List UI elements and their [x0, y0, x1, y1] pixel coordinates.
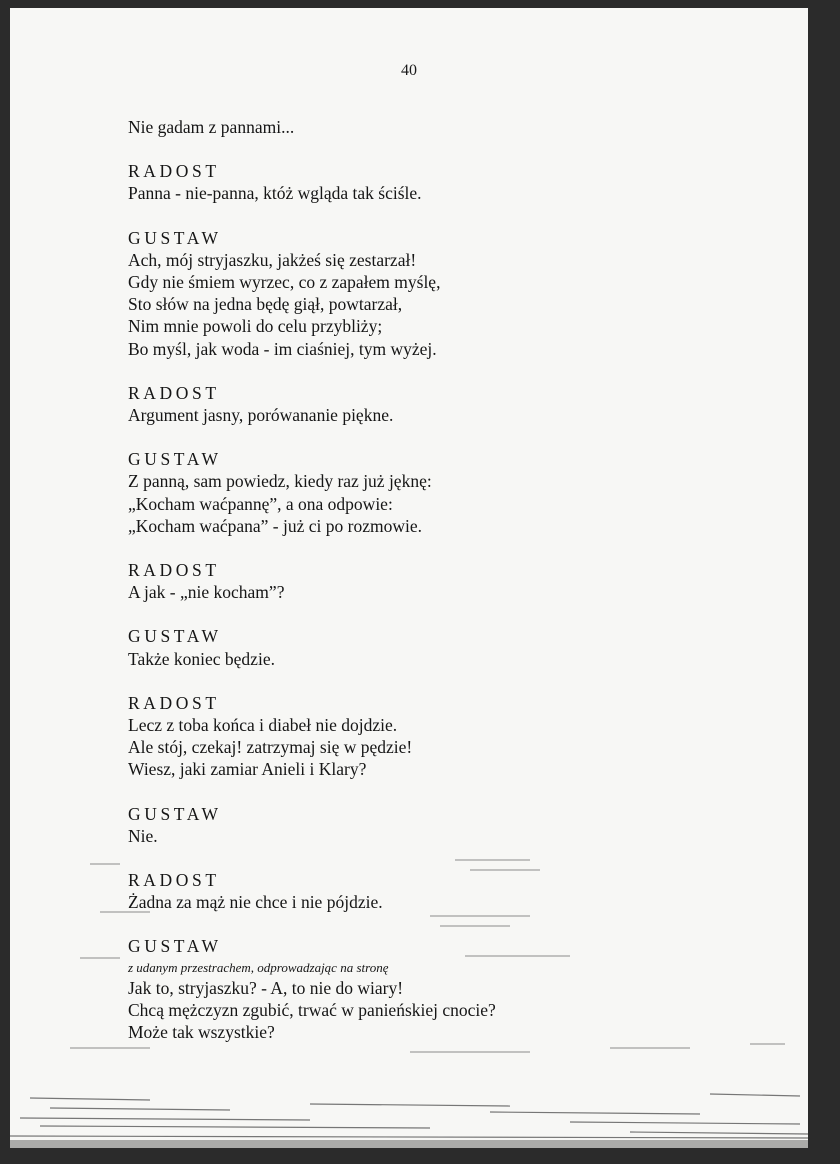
verse-line: Z panną, sam powiedz, kiedy raz już jęknę: — [128, 471, 432, 492]
dialogue-block — [128, 448, 768, 537]
verse-line: Ale stój, czekaj! zatrzymaj się w pędzie! — [128, 737, 413, 758]
dialogue-block — [128, 559, 768, 603]
verse-line: „Kocham waćpannę”, a ona odpowie: — [128, 493, 393, 514]
verse-line: Wiesz, jaki zamiar Anieli i Klary? — [128, 759, 367, 780]
verse-line: Sto słów na jedna będę giął, powtarzał, — [128, 294, 403, 315]
speaker-name: RADOST — [128, 870, 220, 891]
speaker-name: RADOST — [128, 382, 220, 403]
verse-line: Może tak wszystkie? — [128, 1022, 275, 1043]
verse-line: Bo myśl, jak woda - im ciaśniej, tym wyżej. — [128, 338, 437, 359]
dialogue-block — [128, 382, 768, 426]
dialogue-block — [128, 160, 768, 204]
verse-line: Ach, mój stryjaszku, jakżeś się zestarzał! — [128, 249, 417, 270]
dialogue-block — [128, 625, 768, 669]
dialogue-block — [128, 116, 768, 138]
verse-line: Jak to, stryjaszku? - A, to nie do wiary! — [128, 977, 404, 998]
speaker-name: GUSTAW — [128, 626, 222, 647]
verse-line: Nie. — [128, 825, 158, 846]
dialogue-block — [128, 869, 768, 913]
verse-line: A jak - „nie kocham”? — [128, 582, 285, 603]
verse-line: Żadna za mąż nie chce i nie pójdzie. — [128, 892, 383, 913]
speaker-name: GUSTAW — [128, 227, 222, 248]
speaker-name: RADOST — [128, 560, 220, 581]
document-page — [10, 8, 808, 1148]
verse-line: Nim mnie powoli do celu przybliży; — [128, 316, 383, 337]
dialogue-block — [128, 692, 768, 781]
stage-direction: z udanym przestrachem, odprowadzając na stronę — [128, 959, 389, 975]
verse-line: Nie gadam z pannami... — [128, 117, 295, 137]
speaker-name: GUSTAW — [128, 803, 222, 824]
dialogue-block — [128, 227, 768, 360]
dialogue-block — [128, 935, 768, 1043]
verse-line: Chcą mężczyzn zgubić, trwać w panieńskiej cnocie? — [128, 999, 496, 1020]
dialogue-block — [128, 803, 768, 847]
verse-line: Lecz z toba końca i diabeł nie dojdzie. — [128, 715, 398, 736]
verse-line: Także koniec będzie. — [128, 648, 275, 669]
verse-line: Gdy nie śmiem wyrzec, co z zapałem myślę, — [128, 272, 441, 293]
page-number: 40 — [401, 62, 417, 79]
verse-line: Panna - nie-panna, któż wgląda tak ściśle. — [128, 183, 422, 204]
dialogue-text — [128, 116, 768, 1043]
verse-line: „Kocham waćpana” - już ci po rozmowie. — [128, 515, 422, 536]
speaker-name: GUSTAW — [128, 936, 222, 957]
speaker-name: GUSTAW — [128, 449, 222, 470]
verse-line: Argument jasny, porówananie piękne. — [128, 405, 394, 426]
speaker-name: RADOST — [128, 161, 220, 182]
speaker-name: RADOST — [128, 692, 220, 713]
